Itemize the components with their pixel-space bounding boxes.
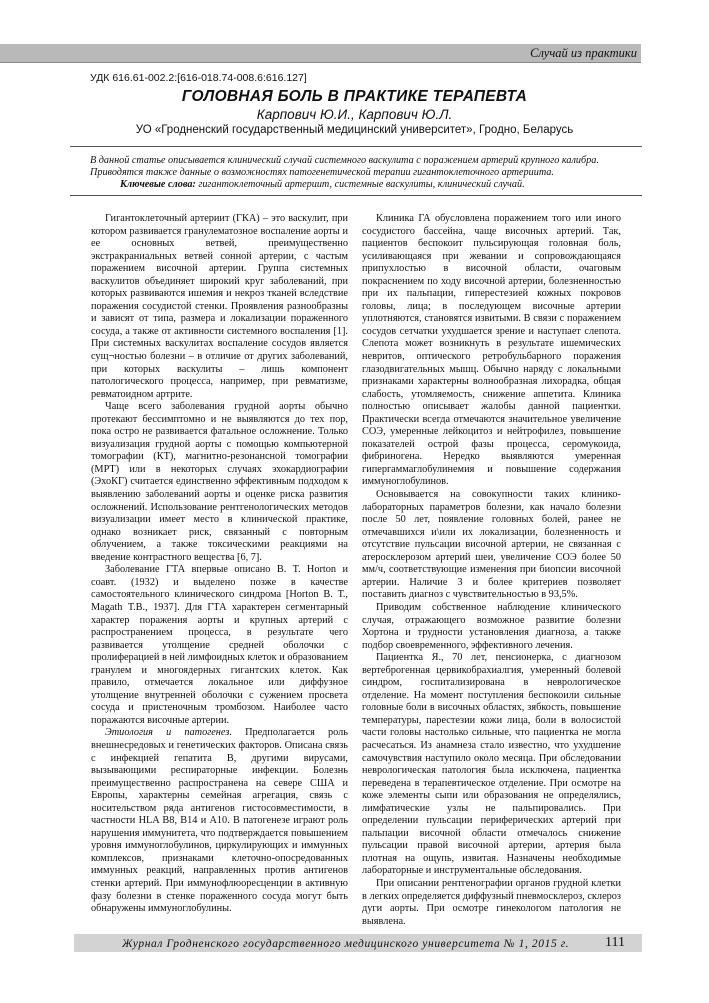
section-header-rule bbox=[0, 62, 641, 63]
left-paragraph-3: Заболевание ГТА впервые описано В. Т. Horton и соавт. (1932) и выделено позже в качестве самостоятельного клинического синдрома [Horton В. Т., Magath Т.В., 1937]. Для ГТА характерен сегментарный характер поражения аорты и крупных артерий с распространением процесса, в результате чего развивается утолщение средней оболочки с пролиферацией в ней лимфоидных клеток и образованием гранулем и многоядерных гигантских клеток. Как правило, отмечается локальное или диффузное утолщение внутренней оболочки с сужением просвета сосуда и пристеночным тромбозом. Наиболее часто поражаются височные артерии. bbox=[91, 564, 348, 726]
left-paragraph-4 bbox=[91, 727, 348, 915]
right-column bbox=[362, 213, 621, 928]
etiology-heading: Этиология и патогенез. bbox=[105, 727, 232, 739]
abstract-bottom-rule bbox=[70, 195, 642, 196]
left-paragraph-2: Чаще всего заболевания грудной аорты обычно протекают бессимптомно и не выявляются до тех пор, пока остро не развивается фатальное осложнение. Только визуализация грудной аорты с помощью компьютерной томографии (КТ), магнитно-резонансной томографии (МРТ) или в некоторых случаях эхокардиографии (ЭхоКГ) считается единственно эффективным подходом к выявлению заболеваний аорты и оценке риска развития осложнений. Использование рентгенологических методов визуализации имеет место в клинической практике, однако возникает риск, связанный с повторным облучением, а также токсическими реакциями на введение контрастного вещества [6, 7]. bbox=[91, 401, 348, 563]
etiology-text: Предполагается роль внешнесредовых и генетических факторов. Описана связь с инфекцией гепатита В, другими вирусами, вызывающими респираторные инфекции. Болезнь преимущественно распространена на севере США и Европы, характерны семейная агрегация, связь с носительством ряда антигенов гистосовместимости, в частности HLA В8, В14 и А10. В патогенезе играют роль нарушения иммунитета, что подтверждается повышением уровня иммуноглобулинов, циркулирующих и иммунных комплексов, признаками клеточно-опосредованных иммунных реакций, направленных против антигенов стенки артерий. При иммунофлюоресценции в активную фазу болезни в стенке пораженного сосуда могут быть обнаружены иммуноглобулины. bbox=[91, 727, 348, 915]
keywords-text: гигантоклеточный артериит, системные васкулиты, клинический случай. bbox=[195, 179, 525, 190]
section-label: Случай из практики bbox=[530, 46, 637, 60]
right-paragraph-2: Основывается на совокупности таких клинико-лабораторных параметров болезни, как начало болезни после 50 лет, появление головных болей, ранее не отмечавшихся и\или их локализации, болезненность и отсутствие пульсации височной артерии, не связанная с атеросклерозом артерий шеи, увеличение СОЭ более 50 мм/ч, соответствующие изменения при биопсии височной артерии. Наличие 3 и более критериев позволяет поставить диагноз с чувствительностью в 93,5%. bbox=[362, 489, 621, 601]
right-paragraph-4: Пациентка Я., 70 лет, пенсионерка, с диагнозом вертеброгенная цервикобрахиалгия, умеренный болевой синдром, госпитализирована в неврологическое отделение. На момент поступления беспокоили сильные головные боли в височных областях, зябкость, повышение температуры, парестезии кожи лица, боли в волосистой части головы настолько сильные, что пациентка не могла расчесаться. Из анамнеза стало известно, что ухудшение самочувствия наступило около месяца. При обследовании неврологическая патология была исключена, пациентка переведена в терапевтическое отделение. При осмотре на коже элементы сыпи или образования не определялись, лимфатические узлы не пальпировались. При определении пульсации периферических артерий при пальпации височной области отмечалось снижение пульсации правой височной артерии, артерия была плотная на ощупь, извитая. Назначены необходимые лабораторные и инструментальные обследования. bbox=[362, 652, 621, 877]
left-paragraph-1: Гигантоклеточный артериит (ГКА) – это васкулит, при котором развивается гранулематозное воспаление аорты и ее основных ветвей, преимущественно экстракраниальных ветвей сонной артерии, с частым поражением височной артерии. Группа системных васкулитов объединяет широкий круг заболеваний, при которых развиваются ишемия и некроз тканей вследствие поражения сосудистой стенки. Проявления разнообразны и зависят от типа, размера и локализации пораженного сосуда, а также от активности системного воспаления [1]. При системных васкулитах воспаление сосудов является сущ¬ностью болезни – в отличие от других заболеваний, при которых васкулиты – лишь компонент патологического процесса, например, при ревматизме, ревматоидном артрите. bbox=[91, 213, 348, 400]
article-authors: Карпович Ю.И., Карпович Ю.Л. bbox=[256, 107, 453, 122]
left-column bbox=[91, 213, 348, 916]
abstract-top-rule bbox=[70, 146, 642, 147]
right-paragraph-1: Клиника ГА обусловлена поражением того или иного сосудистого бассейна, чаще височных артерий. Так, пациентов беспокоит пульсирующая головная боль, усиливающаяся при жевании и сопровождающаяся припухлостью в височной области, очаговым покраснением по ходу височной артерии, болезненностью при их пальпации, гиперестезией кожных покровов головы, лица; в последующем височные артерии уплотняются, становятся извитыми. В связи с поражением сосудов сетчатки ухудшается зрение и наступает слепота. Слепота может возникнуть в результате ишемических невритов, оптического ретробульбарного поражения глазодвигательных мышц. Обычно наряду с локальными признаками характерны волнообразная лихорадка, общая слабость, утомляемость, снижение аппетита. Клиника полностью описывает жалобы данной пациентки. Практически всегда отмечаются значительное увеличение СОЭ, умеренные лейкоцитоз и нейтрофилез, повышение показателей острой фазы процесса, серомукоида, фибриногена. Нередко выявляются умеренная гипергаммаглобулинемия и повышение содержания иммуноглобулинов. bbox=[362, 213, 621, 488]
right-paragraph-3: Приводим собственное наблюдение клинического случая, отражающего возможное развитие болезни Хортона и трудности установления диагноза, а также подбор своевременного, эффективного лечения. bbox=[362, 601, 621, 651]
article-affiliation: УО «Гродненский государственный медицинский университет», Гродно, Беларусь bbox=[135, 124, 574, 136]
page-number: 111 bbox=[605, 935, 625, 950]
journal-name: Журнал Гродненского государственного медицинского университета № 1, 2015 г. bbox=[122, 938, 570, 950]
abstract: В данной статье описывается клинический случай системного васкулита с поражением артерий крупного калибра. Приводятся также данные о возможностях патогенетической терапии гигантоклеточного артериита. bbox=[90, 155, 599, 178]
udk-code: УДК 616.61-002.2:[616-018.74-008.6:616.127] bbox=[90, 72, 307, 84]
keywords bbox=[120, 179, 642, 191]
right-paragraph-5: При описании рентгенографии органов грудной клетки в легких определяется диффузный пневмосклероз, склероз дуги аорты. При осмотре гинекологом патология не выявлена. bbox=[362, 877, 621, 927]
keywords-label: Ключевые слова: bbox=[120, 179, 196, 190]
article-title: ГОЛОВНАЯ БОЛЬ В ПРАКТИКЕ ТЕРАПЕВТА bbox=[181, 88, 528, 105]
